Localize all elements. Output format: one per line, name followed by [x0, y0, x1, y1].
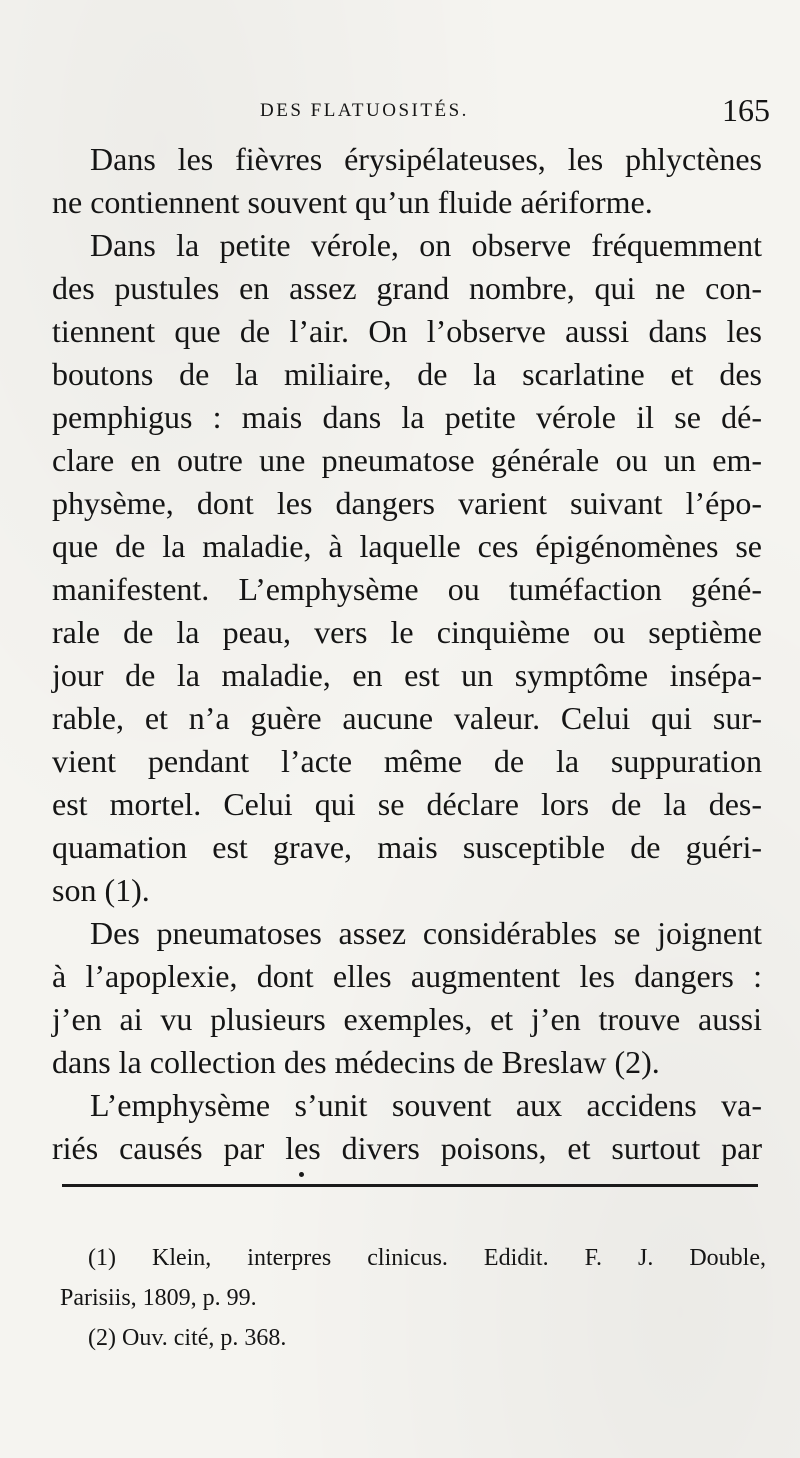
text-line: vient pendant l’acte même de la suppuration: [52, 743, 762, 779]
text-line: son (1).: [52, 872, 150, 908]
body-text: [52, 138, 762, 1170]
text-line: Dans les fièvres érysipélateuses, les phlyctènes: [90, 141, 762, 177]
text-line: manifestent. L’emphysème ou tuméfaction géné-: [52, 571, 762, 607]
text-line: est mortel. Celui qui se déclare lors de la des-: [52, 786, 762, 822]
text-line: ne contiennent souvent qu’un fluide aériforme.: [52, 184, 653, 220]
text-line: dans la collection des médecins de Breslaw (2).: [52, 1044, 660, 1080]
text-line: pemphigus : mais dans la petite vérole il se dé-: [52, 399, 762, 435]
text-line: à l’apoplexie, dont elles augmentent les dangers :: [52, 958, 762, 994]
text-line: Dans la petite vérole, on observe fréquemment: [90, 227, 762, 263]
text-line: L’emphysème s’unit souvent aux accidens va-: [90, 1087, 762, 1123]
footnote-rule: [62, 1184, 758, 1187]
text-line: jour de la maladie, en est un symptôme insépa-: [52, 657, 762, 693]
text-line: que de la maladie, à laquelle ces épigénomènes se: [52, 528, 762, 564]
rule-ornament: [299, 1172, 304, 1177]
text-line: quamation est grave, mais susceptible de guéri-: [52, 829, 762, 865]
text-line: des pustules en assez grand nombre, qui ne con-: [52, 270, 762, 306]
running-head: [60, 92, 770, 136]
footnote-line: Parisiis, 1809, p. 99.: [60, 1285, 257, 1311]
footnote-line: (1) Klein, interpres clinicus. Edidit. F. J. Double,: [88, 1245, 766, 1271]
running-title: DES FLATUOSITÉS.: [260, 100, 469, 121]
page-number: 165: [722, 92, 770, 128]
footnote-line: (2) Ouv. cité, p. 368.: [88, 1325, 287, 1351]
text-line: Des pneumatoses assez considérables se joignent: [90, 915, 762, 951]
text-line: riés causés par les divers poisons, et surtout par: [52, 1130, 762, 1166]
text-line: rale de la peau, vers le cinquième ou septième: [52, 614, 762, 650]
text-line: physème, dont les dangers varient suivant l’épo-: [52, 485, 762, 521]
text-line: tiennent que de l’air. On l’observe aussi dans les: [52, 313, 762, 349]
footnotes: [60, 1238, 766, 1358]
text-line: clare en outre une pneumatose générale ou un em-: [52, 442, 762, 478]
text-line: boutons de la miliaire, de la scarlatine et des: [52, 356, 762, 392]
text-line: rable, et n’a guère aucune valeur. Celui qui sur-: [52, 700, 762, 736]
text-line: j’en ai vu plusieurs exemples, et j’en trouve aussi: [52, 1001, 762, 1037]
